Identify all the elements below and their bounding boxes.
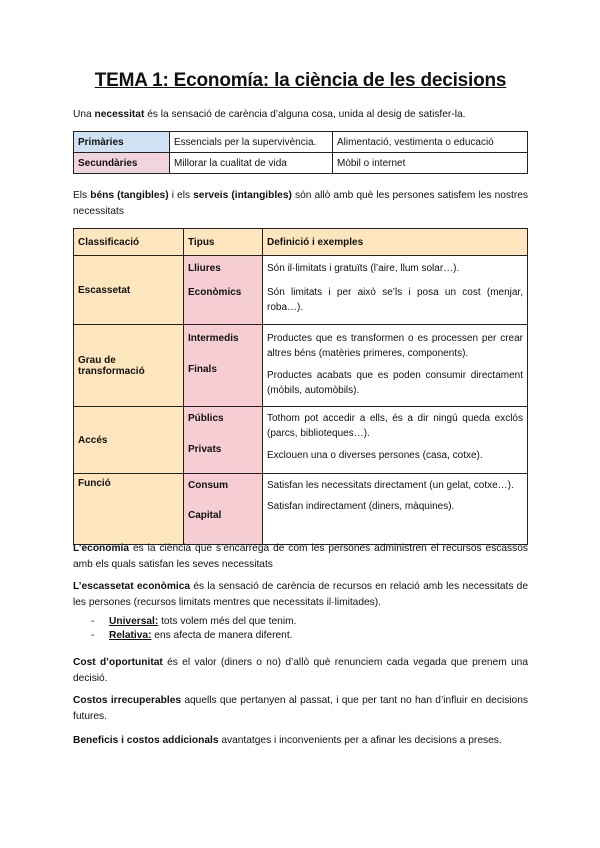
need-description: Millorar la cualitat de vida <box>170 153 333 174</box>
opportunity-cost-definition: Cost d’oportunitat és el valor (diners o no) d’allò què renunciem cada vegada que prenem una decisió. <box>73 657 529 684</box>
type-label: Públics <box>188 413 224 424</box>
definition-text: Satisfan les necessitats directament (un gelat, cotxe…). <box>267 480 514 491</box>
marginal-definition: Beneficis i costos addicionals avantatges i inconvenients per a afinar les decisions a preses. <box>73 735 502 746</box>
definition-cell <box>263 256 528 325</box>
group-label: Accés <box>74 407 184 474</box>
column-header: Tipus <box>184 229 263 256</box>
goods-intro: Els béns (tangibles) i els serveis (intangibles) són allò amb què les persones satisfem les nostres necessitats <box>73 190 529 217</box>
type-label: Privats <box>188 444 222 455</box>
need-type: Primàries <box>74 132 170 153</box>
table-row <box>74 256 528 325</box>
type-label: Lliures <box>188 263 221 274</box>
list-item: - Universal: tots volem més del que tenim. <box>91 616 297 627</box>
group-label: Grau de transformació <box>74 325 184 407</box>
need-description: Essencials per la supervivència. <box>170 132 333 153</box>
group-label: Funció <box>74 474 184 545</box>
column-header: Definició i exemples <box>263 229 528 256</box>
type-cell <box>184 256 263 325</box>
table-row <box>74 474 528 545</box>
definition-text: Productes acabats que es poden consumir directament (mòbils, automòbils). <box>267 370 523 396</box>
group-label: Escassetat <box>74 256 184 325</box>
scarcity-definition: L’escassetat econòmica és la sensació de carència de recursos en relació amb les necessitats de les persones (recursos limitats mentres que necessitats il·limitades). <box>73 581 528 608</box>
page-title: TEMA 1: Economía: la ciència de les decisions <box>94 70 507 91</box>
definition-text: Són limitats i per això se’ls i posa un cost (menjar, roba…). <box>267 287 523 313</box>
type-label: Consum <box>188 480 228 491</box>
table-row <box>74 132 528 153</box>
table-header-row <box>74 229 528 256</box>
list-item: - Relativa: ens afecta de manera diferent. <box>91 630 293 641</box>
type-label: Capital <box>188 510 222 521</box>
definition-text: Productes que es transformen o es processen per crear altres béns (matèries primeres, components). <box>267 333 523 359</box>
type-label: Econòmics <box>188 287 242 298</box>
type-cell <box>184 474 263 545</box>
table-row <box>74 153 528 174</box>
definition-cell <box>263 474 528 545</box>
need-type: Secundàries <box>74 153 170 174</box>
classification-table <box>73 228 528 545</box>
definition-cell <box>263 325 528 407</box>
need-definition: Una necessitat és la sensació de carència d’alguna cosa, unida al desig de satisfer-la. <box>73 109 466 120</box>
table-row <box>74 407 528 474</box>
definition-text: Exclouen una o diverses persones (casa, cotxe). <box>267 450 483 461</box>
definition-text: Satisfan indirectament (diners, màquines). <box>267 501 455 512</box>
definition-text: Són il·limitats i gratuïts (l’aire, llum solar…). <box>267 263 460 274</box>
scarcity-list <box>91 615 296 643</box>
sunk-cost-definition: Costos irrecuperables aquells que pertanyen al passat, i que per tant no han d’influir en decisions futures. <box>73 695 528 722</box>
definition-text: Tothom pot accedir a ells, és a dir ningú queda exclós (parcs, biblioteques…). <box>267 413 523 439</box>
needs-table <box>73 131 528 174</box>
need-example: Mòbil o internet <box>333 153 528 174</box>
type-cell <box>184 407 263 474</box>
type-cell <box>184 325 263 407</box>
table-row <box>74 325 528 407</box>
type-label: Intermedis <box>188 333 239 344</box>
need-example: Alimentació, vestimenta o educació <box>333 132 528 153</box>
economy-definition: L’economia es la ciència que s’encarrega de com les persones administren el recursos escassos amb els quals satisfan les seves necessitats <box>73 543 528 570</box>
definition-cell <box>263 407 528 474</box>
type-label: Finals <box>188 364 217 375</box>
column-header: Classificació <box>74 229 184 256</box>
